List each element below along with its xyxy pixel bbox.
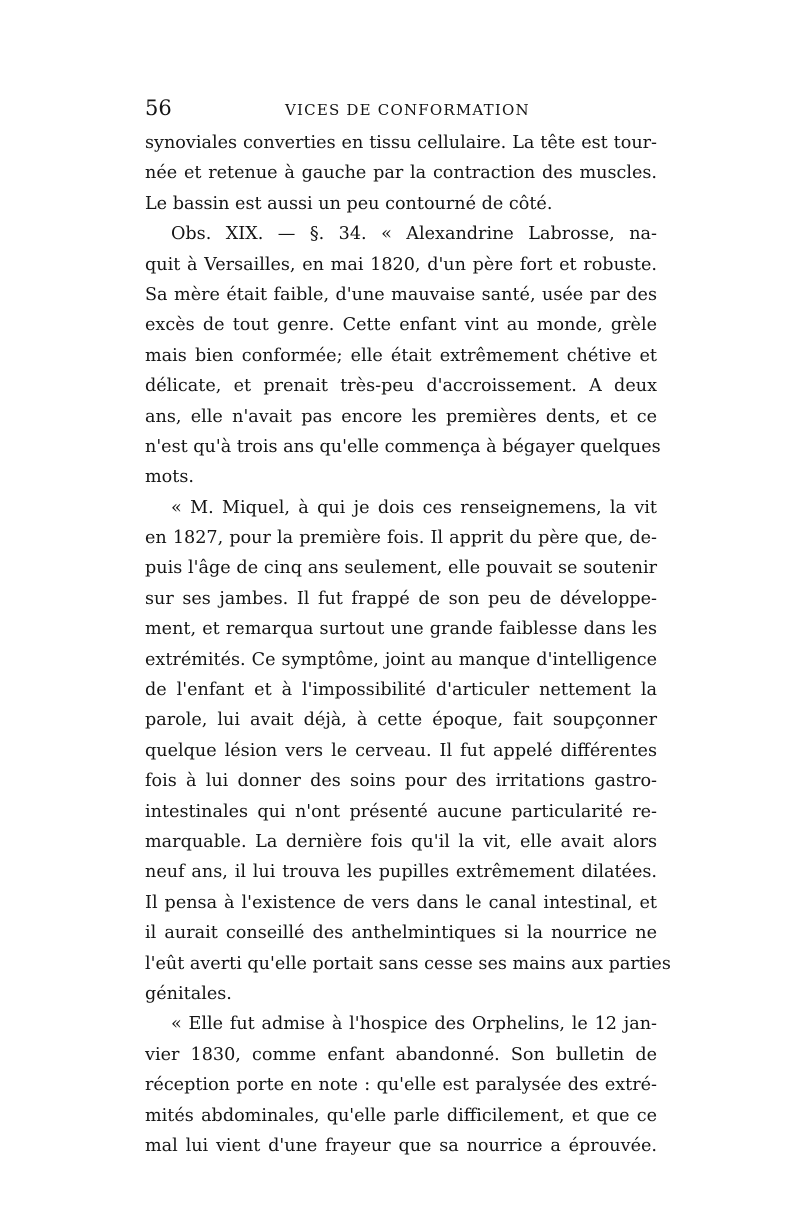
text-line: vier 1830, comme enfant abandonné. Son bulletin de [145, 1044, 657, 1065]
text-line: extrémités. Ce symptôme, joint au manque d'intelligence [145, 649, 657, 670]
text-line: neuf ans, il lui trouva les pupilles extrêmement dilatées. [145, 862, 657, 883]
text-line: quelque lésion vers le cerveau. Il fut appelé différentes [145, 740, 657, 761]
text-line: de l'enfant et à l'impossibilité d'articuler nettement la [145, 680, 657, 701]
running-head [145, 96, 657, 124]
text-line: « M. Miquel, à qui je dois ces renseignemens, la vit [171, 497, 657, 518]
text-line: fois à lui donner des soins pour des irritations gastro- [145, 771, 657, 792]
text-line: Obs. XIX. — §. 34. « Alexandrine Labrosse, na- [171, 224, 657, 245]
text-line: en 1827, pour la première fois. Il apprit du père que, de- [145, 528, 657, 549]
text-line: Sa mère était faible, d'une mauvaise santé, usée par des [145, 284, 657, 305]
text-line: mal lui vient d'une frayeur que sa nourrice a éprouvée. [145, 1135, 657, 1156]
text-line: parole, lui avait déjà, à cette époque, fait soupçonner [145, 710, 657, 731]
text-line: sur ses jambes. Il fut frappé de son peu de développe- [145, 588, 657, 609]
text-line: intestinales qui n'ont présenté aucune particularité re- [145, 801, 657, 822]
text-line: ment, et remarqua surtout une grande faiblesse dans les [145, 619, 657, 640]
text-line: Il pensa à l'existence de vers dans le canal intestinal, et [145, 892, 657, 913]
page-number: 56 [145, 96, 172, 120]
text-line: née et retenue à gauche par la contraction des muscles. [145, 163, 657, 184]
text-line: « Elle fut admise à l'hospice des Orphelins, le 12 jan- [171, 1014, 657, 1035]
text-line: l'eût averti qu'elle portait sans cesse ses mains aux parties [145, 953, 671, 974]
text-line: n'est qu'à trois ans qu'elle commença à bégayer quelques [145, 436, 661, 457]
text-line: il aurait conseillé des anthelmintiques si la nourrice ne [145, 923, 657, 944]
text-line: génitales. [145, 983, 232, 1004]
text-line: mots. [145, 467, 194, 488]
text-line: ans, elle n'avait pas encore les premières dents, et ce [145, 406, 657, 427]
body-text [145, 128, 671, 1161]
text-line: marquable. La dernière fois qu'il la vit, elle avait alors [145, 831, 657, 852]
text-line: mais bien conformée; elle était extrêmement chétive et [145, 345, 657, 366]
text-line: synoviales converties en tissu cellulaire. La tête est tour- [145, 133, 657, 153]
text-line: puis l'âge de cinq ans seulement, elle pouvait se soutenir [145, 558, 657, 579]
text-line: excès de tout genre. Cette enfant vint au monde, grèle [145, 315, 657, 336]
text-line: mités abdominales, qu'elle parle difficilement, et que ce [145, 1105, 657, 1126]
text-line: Le bassin est aussi un peu contourné de côté. [145, 193, 553, 214]
text-line: réception porte en note : qu'elle est paralysée des extré- [145, 1075, 657, 1096]
text-line: quit à Versailles, en mai 1820, d'un père fort et robuste. [145, 254, 657, 275]
running-title: VICES DE CONFORMATION [285, 101, 530, 119]
text-line: délicate, et prenait très-peu d'accroissement. A deux [145, 376, 657, 397]
